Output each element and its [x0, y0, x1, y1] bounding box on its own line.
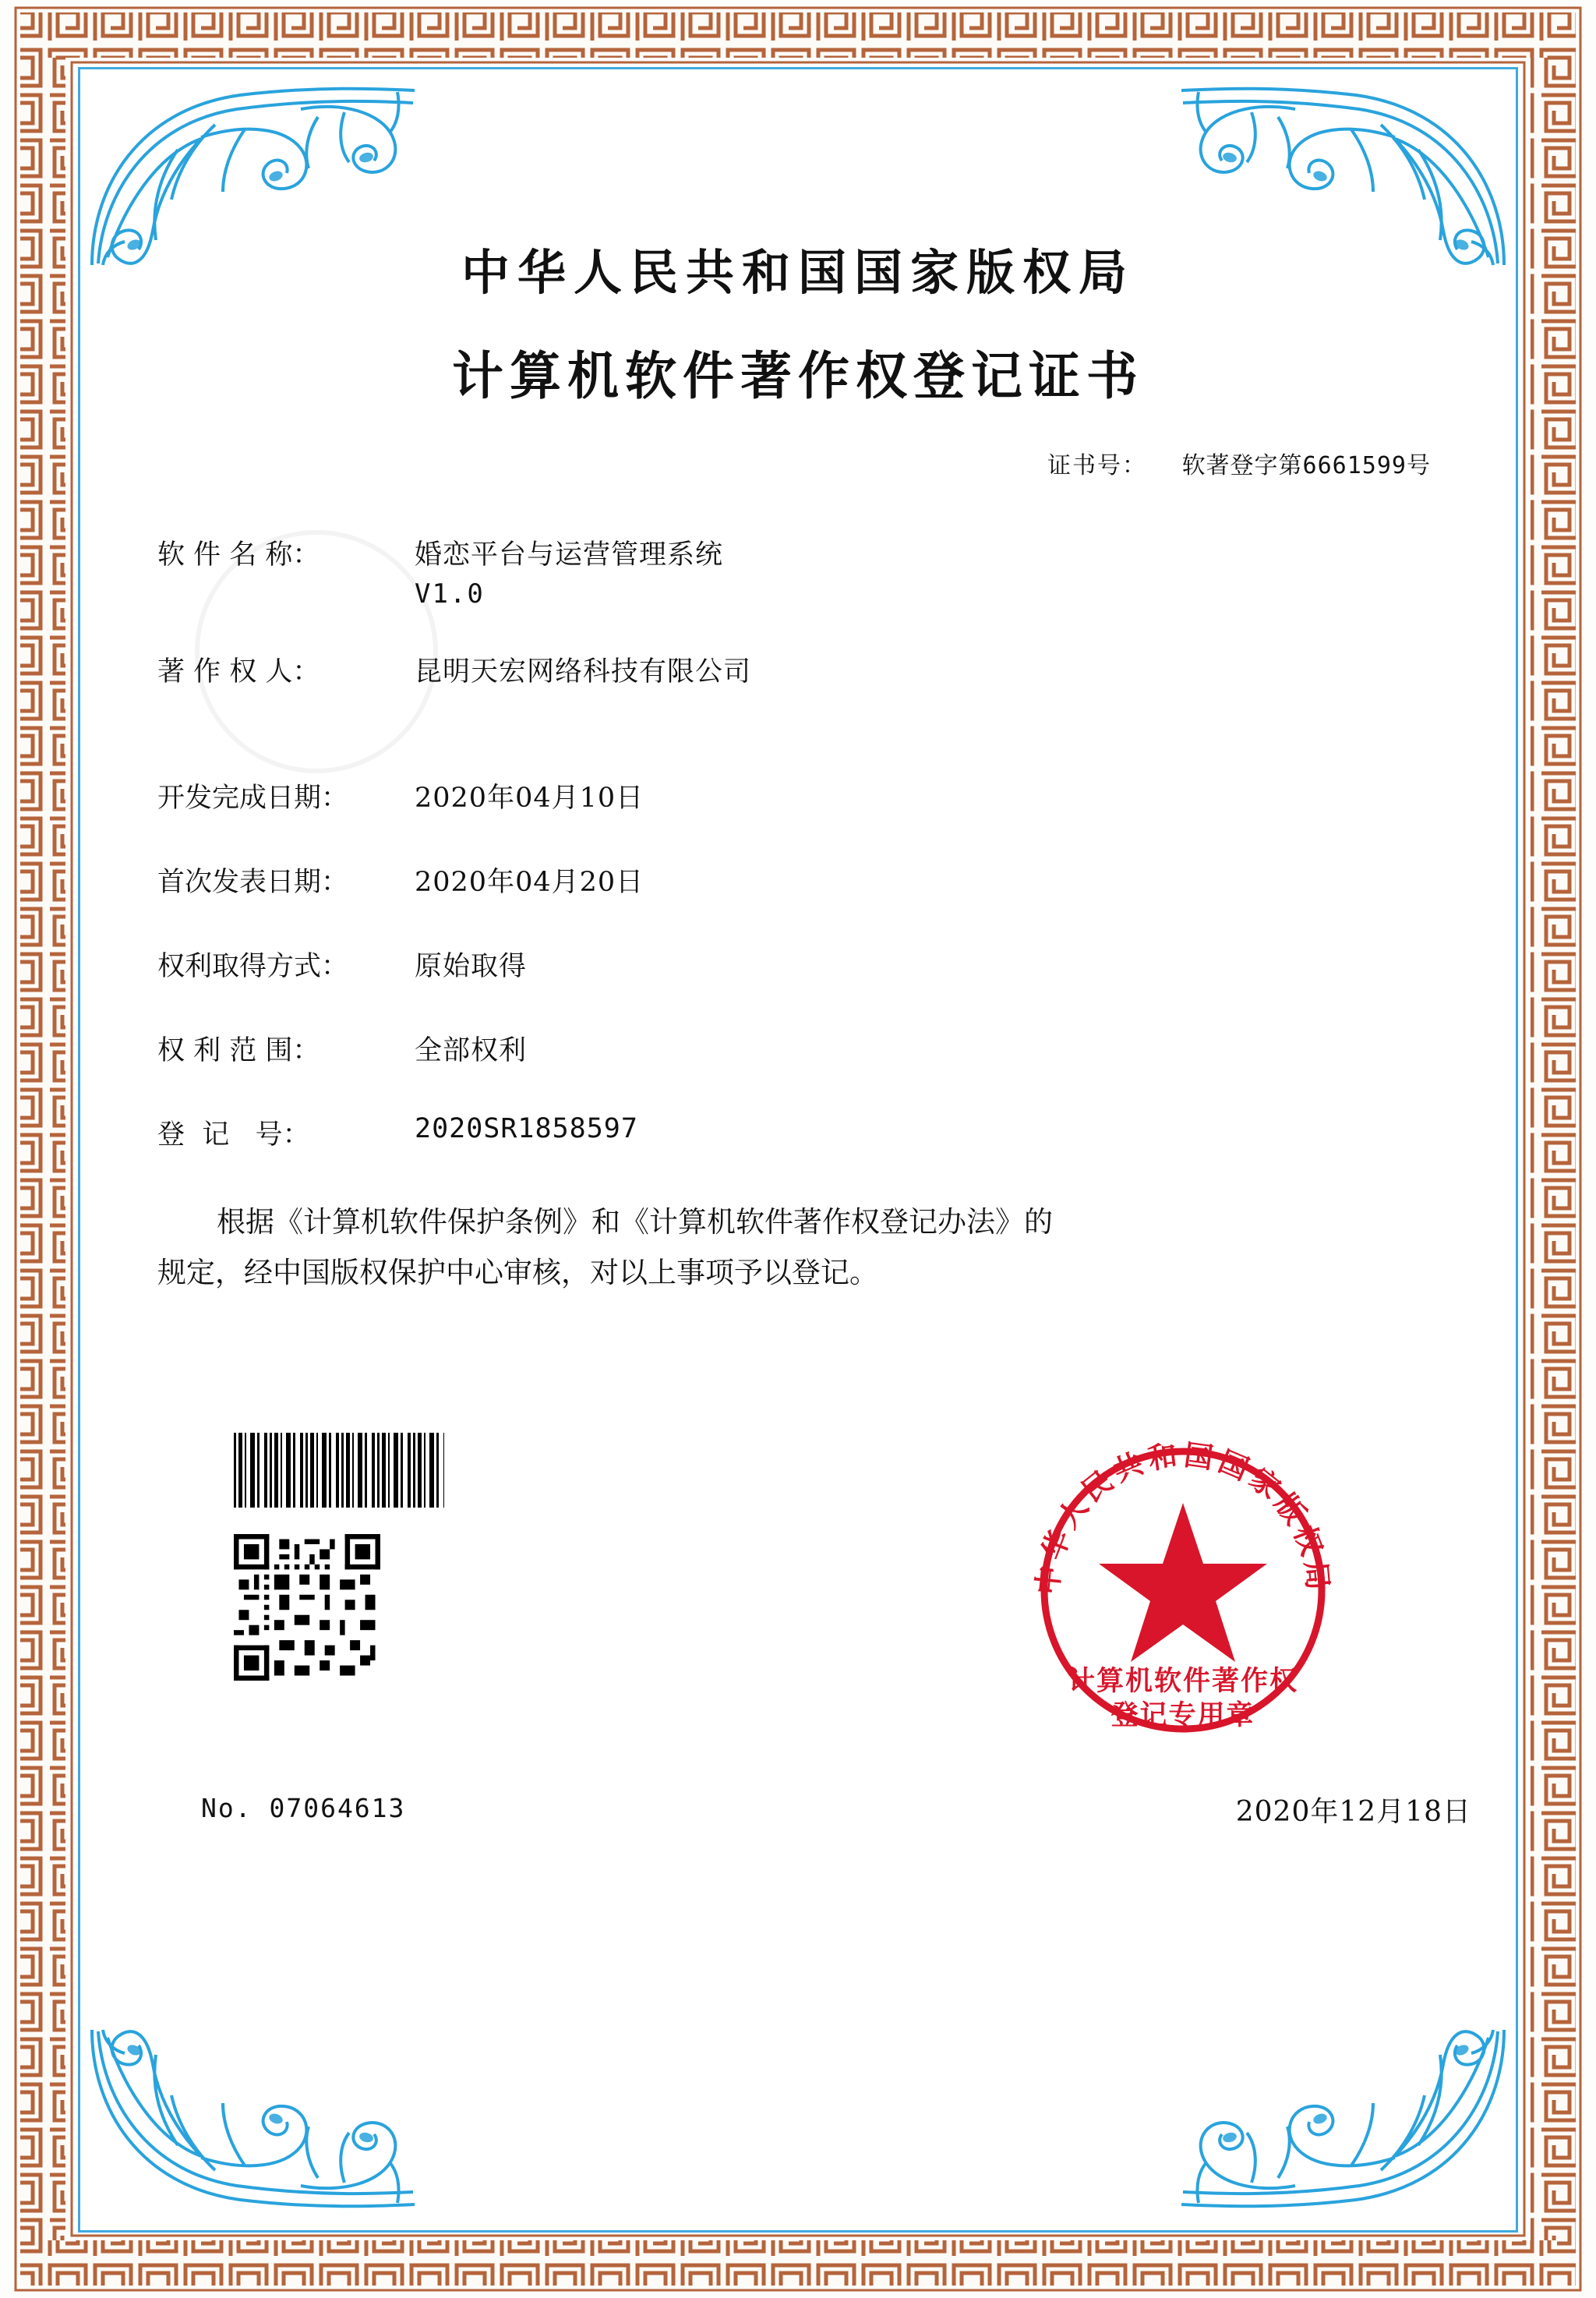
field-row: [157, 861, 1471, 900]
field-label-rights-acquisition: 权利取得方式：: [157, 951, 349, 982]
spacer: [157, 689, 1471, 776]
field-row: [157, 1113, 1471, 1152]
field-value-registration-number: 2020SR1858597: [415, 1113, 638, 1144]
code-block: [234, 1433, 444, 1681]
seal-line-1: 计算机软件著作权: [1067, 1665, 1299, 1697]
field-value-copyright-owner: 昆明天宏网络科技有限公司: [415, 656, 752, 688]
statement-paragraph: [125, 1197, 1471, 1299]
serial-number: No. 07064613: [201, 1793, 406, 1823]
seal-arc-text: 中华人民共和国国家版权局: [1029, 1437, 1336, 1596]
seal-line-2: 登记专用章: [1110, 1699, 1255, 1731]
field-row: [157, 1029, 1471, 1068]
field-row: [157, 945, 1471, 984]
issue-date: 2020年12月18日: [1235, 1796, 1471, 1828]
field-label-software-name: 软 件 名 称：: [157, 539, 320, 571]
field-value-rights-scope: 全部权利: [415, 1035, 528, 1066]
field-label-copyright-owner: 著 作 权 人：: [157, 656, 320, 688]
barcode: [234, 1433, 444, 1508]
field-list: [125, 533, 1471, 1152]
certificate-number-row: [125, 446, 1471, 480]
page-subtitle: 计算机软件著作权登记证书: [452, 345, 1144, 406]
field-value-software-name: [415, 533, 1471, 610]
field-row: [157, 650, 1471, 689]
page-title: 中华人民共和国国家版权局: [461, 244, 1135, 301]
field-label-registration-number: 登 记 号：: [157, 1119, 310, 1151]
field-label-dev-complete-date: 开发完成日期：: [157, 783, 349, 814]
field-row: [157, 776, 1471, 815]
software-version-text: V1.0: [415, 578, 485, 610]
certificate-number-label: 证书号：: [1047, 452, 1148, 479]
field-value-dev-complete-date: 2020年04月10日: [415, 783, 644, 814]
field-label-first-publish-date: 首次发表日期：: [157, 867, 349, 898]
official-seal: [1012, 1419, 1354, 1762]
software-name-text: 婚恋平台与运营管理系统: [415, 539, 724, 571]
field-value-first-publish-date: 2020年04月20日: [415, 867, 644, 898]
certificate-content: [125, 234, 1471, 2144]
statement-line-2: 规定，经中国版权保护中心审核，对以上事项予以登记。: [157, 1255, 878, 1289]
statement-line-1: 根据《计算机软件保护条例》和《计算机软件著作权登记办法》的: [217, 1205, 1053, 1239]
field-row: [157, 533, 1471, 610]
field-value-rights-acquisition: 原始取得: [415, 951, 528, 982]
field-label-rights-scope: 权 利 范 围：: [157, 1035, 320, 1066]
qr-code: [234, 1534, 380, 1681]
certificate-number-value: 软著登字第6661599号: [1181, 452, 1431, 479]
